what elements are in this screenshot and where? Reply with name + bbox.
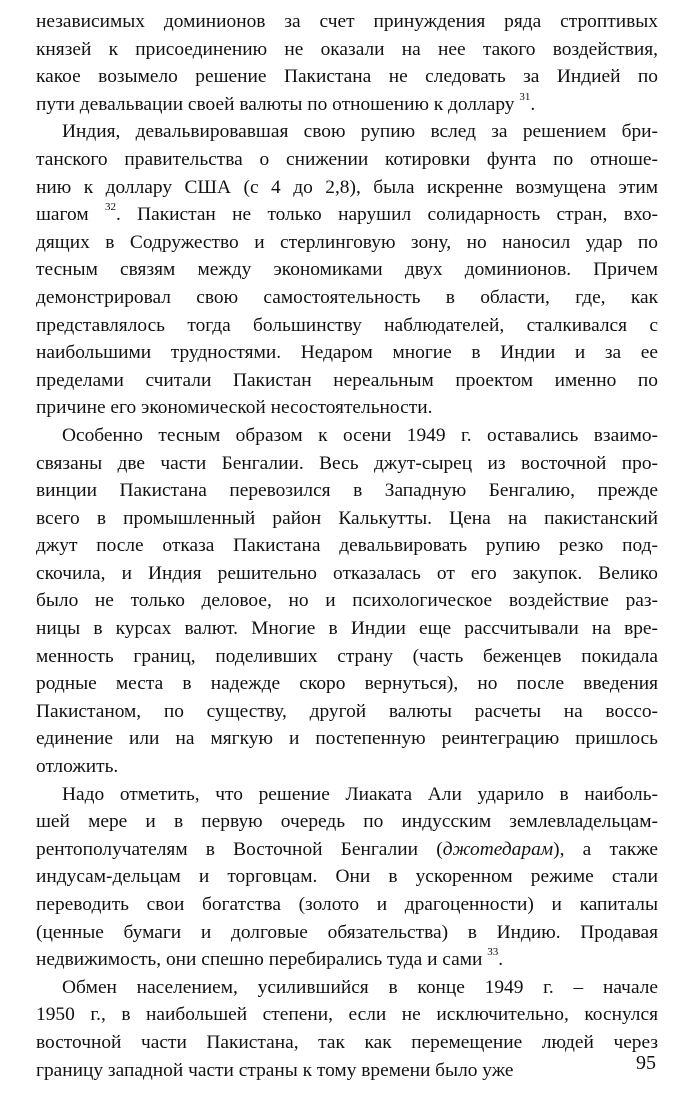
line-text: Индия, девальвировавшая свою рупию вслед за решением бри- — [62, 121, 658, 143]
text-line — [36, 615, 658, 643]
text-line — [36, 1057, 658, 1085]
text-line — [36, 229, 658, 257]
line-text: восточной части Пакистана, так как перемещение людей через — [36, 1031, 658, 1053]
text-line — [36, 560, 658, 588]
text-line — [36, 808, 658, 836]
paragraph — [36, 8, 658, 118]
line-text: всего в промышленный район Калькутты. Цена на пакистанский — [36, 507, 658, 529]
text-line — [36, 284, 658, 312]
text-line — [36, 974, 658, 1002]
paragraph — [36, 118, 658, 422]
text-line — [36, 891, 658, 919]
footnote-ref: 31 — [519, 90, 531, 103]
line-text: джут после отказа Пакистана девальвировать рупию резко под- — [36, 535, 658, 557]
text-line — [36, 422, 658, 450]
text-line — [36, 946, 658, 974]
text-line — [36, 394, 658, 422]
footnote-ref: 32 — [104, 201, 116, 214]
line-text: дящих в Содружество и стерлинговую зону, но наносил удар по — [36, 231, 658, 253]
line-text: независимых доминионов за счет принуждения ряда строптивых — [36, 11, 658, 32]
line-text: индусам-дельцам и торговцам. Они в ускоренном режиме стали — [36, 866, 658, 888]
line-text: отложить. — [36, 756, 119, 778]
line-text: князей к присоединению не оказали на нее такого воздействия, — [36, 38, 658, 60]
text-line — [36, 863, 658, 891]
line-text: тесным связям между экономиками двух доминионов. Причем — [36, 259, 658, 281]
text-line — [36, 174, 658, 202]
line-text: нию к доллару США (с 4 до 2,8), была искренне возмущена этим — [36, 176, 658, 198]
text-line — [36, 643, 658, 671]
line-text: причине его экономической несостоятельности. — [36, 397, 433, 419]
line-text: какое возымело решение Пакистана не следовать за Индией по — [36, 66, 658, 88]
line-text-continued: . — [530, 93, 536, 115]
text-line — [36, 339, 658, 367]
line-text: Пакистаном, по существу, другой валюты расчеты на воссо- — [36, 700, 658, 722]
line-text: Надо отметить, что решение Лиаката Али ударило в наиболь- — [62, 783, 658, 805]
line-text: переводить свои богатства (золото и драгоценности) и капиталы — [36, 894, 658, 915]
text-line — [36, 63, 658, 91]
text-line — [36, 753, 658, 781]
line-text: ницы в курсах валют. Многие в Индии еще рассчитывали на вре- — [36, 618, 658, 640]
text-line — [36, 587, 658, 615]
text-line — [36, 532, 658, 560]
line-text: наибольшими трудностями. Недаром многие в Индии и за ее — [36, 342, 658, 364]
text-line — [36, 1029, 658, 1057]
line-text: демонстрировал свою самостоятельность в области, где, как — [36, 286, 658, 308]
line-text: танского правительства о снижении котировки фунта по отноше- — [36, 148, 658, 170]
paragraph — [36, 422, 658, 781]
line-text-continued: ), а также — [553, 838, 658, 860]
line-text: пути девальвации своей валюты по отношению к доллару — [36, 93, 515, 115]
text-line — [36, 146, 658, 174]
text-line — [36, 670, 658, 698]
line-text: менность границ, поделивших страну (часть беженцев покидала — [36, 645, 658, 667]
text-line — [36, 836, 658, 864]
line-text: родные места в надежде скоро вернуться), но после введения — [36, 673, 658, 695]
text-line — [36, 450, 658, 478]
line-text: шагом — [36, 204, 89, 226]
text-line — [36, 118, 658, 146]
line-text: представлялось тогда большинству наблюдателей, сталкивался с — [36, 314, 658, 336]
text-line — [36, 256, 658, 284]
line-text: 1950 г., в наибольшей степени, если не исключительно, коснулся — [36, 1004, 658, 1026]
italic-term: джотедарам — [442, 838, 554, 860]
line-text: винции Пакистана перевозился в Западную Бенгалию, прежде — [36, 480, 658, 502]
line-text-continued: . — [498, 949, 504, 971]
text-line — [36, 201, 658, 229]
footnote-ref: 33 — [487, 946, 499, 959]
text-line — [36, 1001, 658, 1029]
line-text: шей мере и в первую очередь по индусским землевладельцам- — [36, 811, 658, 833]
line-text: границу западной части страны к тому времени было уже — [36, 1059, 514, 1081]
text-line — [36, 781, 658, 809]
line-text: Особенно тесным образом к осени 1949 г. оставались взаимо- — [62, 424, 658, 446]
page-number: 95 — [636, 1052, 656, 1074]
line-text: (ценные бумаги и долговые обязательства) в Индию. Продавая — [36, 921, 658, 943]
line-text: недвижимость, они спешно перебирались туда и сами — [36, 949, 483, 971]
line-text: рентополучателям в Восточной Бенгалии ( — [36, 838, 443, 860]
line-text: пределами считали Пакистан нереальным проектом именно по — [36, 369, 658, 391]
text-line — [36, 312, 658, 340]
text-line — [36, 477, 658, 505]
text-line — [36, 91, 658, 119]
line-text: Обмен населением, усилившийся в конце 1949 г. – начале — [62, 976, 658, 998]
text-line — [36, 698, 658, 726]
line-text: связаны две части Бенгалии. Весь джут-сырец из восточной про- — [36, 452, 658, 474]
paragraph — [36, 781, 658, 974]
paragraph — [36, 974, 658, 1084]
line-text: было не только деловое, но и психологическое воздействие раз- — [36, 590, 658, 612]
text-line — [36, 919, 658, 947]
text-line — [36, 8, 658, 36]
text-line — [36, 505, 658, 533]
text-line — [36, 367, 658, 395]
body-text — [36, 8, 658, 1084]
line-text: единение или на мягкую и постепенную реинтеграцию пришлось — [36, 728, 658, 750]
text-line — [36, 36, 658, 64]
line-text: скочила, и Индия решительно отказалась от его закупок. Велико — [36, 562, 658, 584]
text-line — [36, 725, 658, 753]
line-text-continued: . Пакистан не только нарушил солидарность стран, вхо- — [115, 204, 658, 226]
